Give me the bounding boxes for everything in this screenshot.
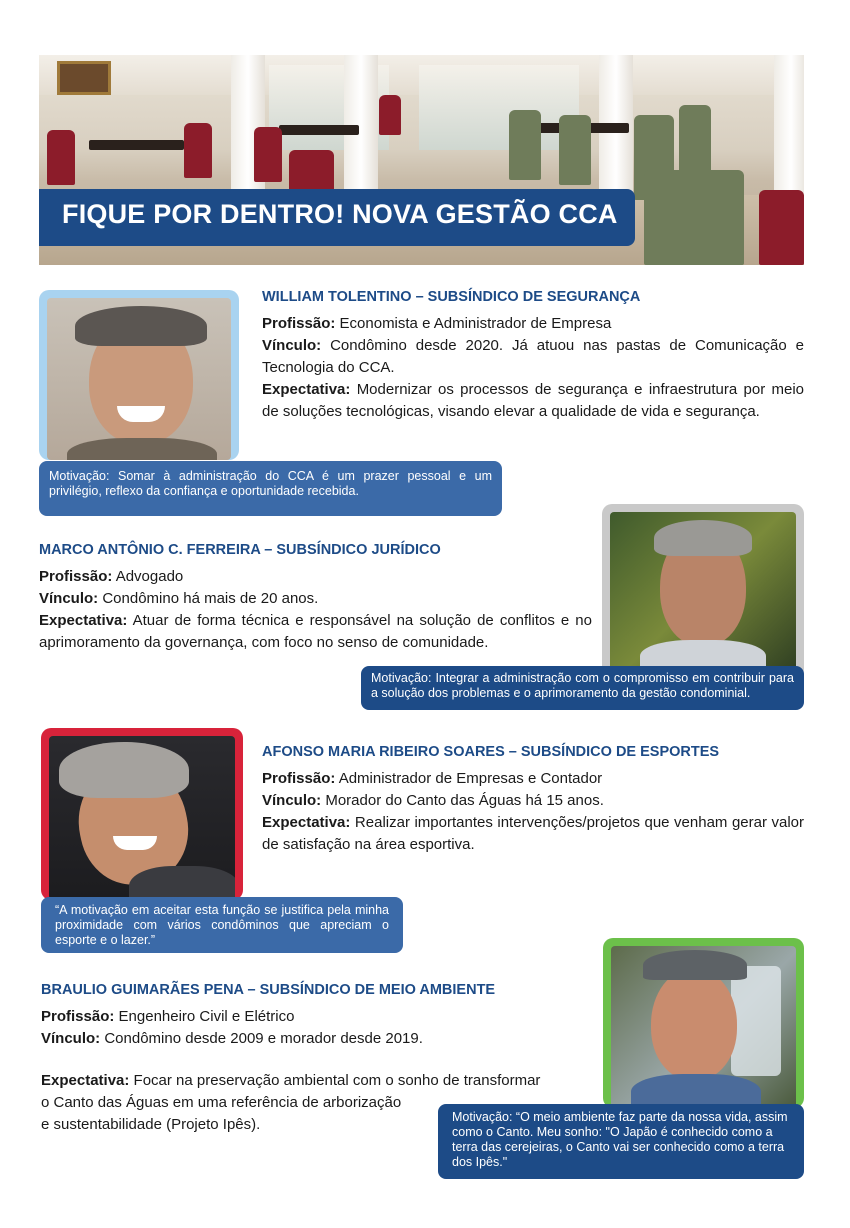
window — [419, 65, 579, 150]
profissao-value: Administrador de Empresas e Contador — [338, 770, 603, 787]
chair — [379, 95, 401, 135]
expectativa-line: o Canto das Águas em uma referência de arborização — [41, 1094, 402, 1111]
vinculo-value: Condômino desde 2009 e morador desde 2019. — [104, 1030, 423, 1047]
member-details — [262, 313, 804, 423]
page-title: FIQUE POR DENTRO! NOVA GESTÃO CCA — [62, 199, 618, 229]
profissao-value: Engenheiro Civil e Elétrico — [118, 1008, 295, 1025]
wall-painting — [57, 61, 111, 95]
vinculo-label: Vínculo: — [262, 337, 322, 354]
profissao-label: Profissão: — [262, 770, 336, 787]
vinculo-label: Vínculo: — [41, 1030, 101, 1047]
profissao-label: Profissão: — [39, 568, 113, 585]
expectativa-value: Focar na preservação ambiental com o sonho de transformar — [133, 1072, 541, 1089]
motivation-bubble: Motivação: Integrar a administração com o compromisso em contribuir para a solução dos problemas e o aprimoramento da gestão condominial. — [361, 666, 804, 710]
member-name: AFONSO MARIA RIBEIRO SOARES – SUBSÍNDICO DE ESPORTES — [262, 744, 720, 760]
table — [89, 140, 184, 150]
expectativa-label: Expectativa: — [262, 381, 351, 398]
expectativa-label: Expectativa: — [39, 612, 128, 629]
chair — [184, 123, 212, 178]
profissao-value: Advogado — [115, 568, 184, 585]
member-details — [262, 768, 804, 856]
motivation-bubble: Motivação: Somar à administração do CCA é um prazer pessoal e um privilégio, reflexo da confiança e oportunidade recebida. — [39, 461, 502, 516]
member-photo — [47, 298, 231, 460]
motivation-bubble: “A motivação em aceitar esta função se justifica pela minha proximidade com vários condôminos que apreciam o esporte e o lazer.” — [41, 897, 403, 953]
chair — [644, 170, 744, 265]
profissao-value: Economista e Administrador de Empresa — [339, 315, 612, 332]
chair — [559, 115, 591, 185]
expectativa-line — [41, 1070, 540, 1092]
profissao-label: Profissão: — [262, 315, 336, 332]
profissao-label: Profissão: — [41, 1008, 115, 1025]
expectativa-line: e sustentabilidade (Projeto Ipês). — [41, 1116, 261, 1133]
vinculo-value: Condômino há mais de 20 anos. — [102, 590, 319, 607]
vinculo-line — [41, 1028, 423, 1050]
member-name: MARCO ANTÔNIO C. FERREIRA – SUBSÍNDICO JURÍDICO — [39, 542, 441, 558]
vinculo-label: Vínculo: — [262, 792, 322, 809]
chair — [759, 190, 804, 265]
member-photo — [610, 512, 796, 672]
motivation-bubble: Motivação: “O meio ambiente faz parte da nossa vida, assim como o Canto. Meu sonho: "O Japão é conhecido como a terra das cerejeiras, o Canto vai ser conhecido como a terra dos Ipês." — [438, 1104, 804, 1179]
table — [279, 125, 359, 135]
chair — [254, 127, 282, 182]
vinculo-value: Morador do Canto das Águas há 15 anos. — [325, 792, 604, 809]
member-photo — [611, 946, 796, 1108]
expectativa-value: Modernizar os processos de segurança e infraestrutura por meio de soluções tecnológicas, visando elevar a qualidade de vida e segurança. — [262, 381, 805, 420]
member-photo — [49, 736, 235, 900]
member-name: BRAULIO GUIMARÃES PENA – SUBSÍNDICO DE MEIO AMBIENTE — [41, 982, 496, 998]
chair — [509, 110, 541, 180]
chair — [47, 130, 75, 185]
profissao-line — [41, 1006, 294, 1028]
expectativa-value: Realizar importantes intervenções/projetos que venham gerar valor de satisfação na área esportiva. — [262, 814, 804, 853]
chair — [679, 105, 711, 175]
expectativa-value: Atuar de forma técnica e responsável na solução de conflitos e no aprimoramento da governança, com foco no senso de comunidade. — [39, 612, 592, 651]
expectativa-label: Expectativa: — [262, 814, 351, 831]
vinculo-label: Vínculo: — [39, 590, 99, 607]
member-details — [39, 566, 592, 654]
pillar — [774, 55, 804, 205]
vinculo-value: Condômino desde 2020. Já atuou nas pastas de Comunicação e Tecnologia do CCA. — [262, 337, 804, 376]
member-name: WILLIAM TOLENTINO – SUBSÍNDICO DE SEGURANÇA — [262, 289, 641, 305]
expectativa-label: Expectativa: — [41, 1072, 130, 1089]
